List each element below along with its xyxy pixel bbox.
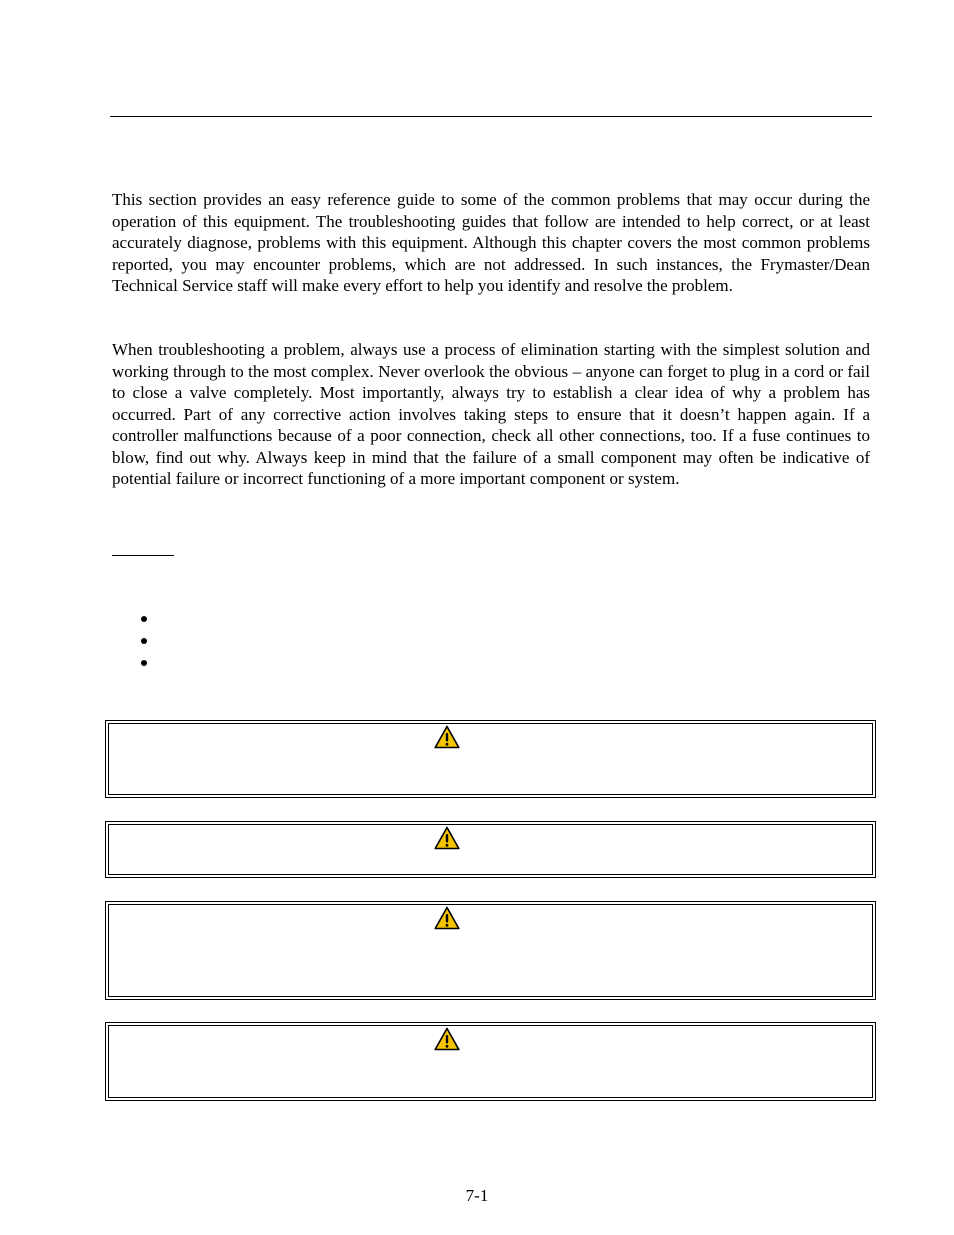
section-heading-underline xyxy=(112,555,174,556)
warning-triangle-icon xyxy=(434,826,460,850)
warning-triangle-icon xyxy=(434,725,460,749)
warning-box-2 xyxy=(105,821,876,878)
header-rule xyxy=(110,116,872,117)
page-number: 7-1 xyxy=(465,1186,489,1205)
intro-paragraph-1: This section provides an easy reference guide to some of the common problems that may occur during the operation of this equipment. The troubleshooting guides that follow are intended to help correct, or at least accurately diagnose, problems with this equipment. Although this chapter covers the most common problems reported, you may encounter problems, which are not addressed. In such instances, the Frymaster/Dean Technical Service staff will make every effort to help you identify and resolve the problem. xyxy=(112,190,870,295)
warning-triangle-icon xyxy=(434,906,460,930)
warning-box-4 xyxy=(105,1022,876,1101)
warning-triangle-icon xyxy=(434,1027,460,1051)
warning-box-3 xyxy=(105,901,876,1000)
intro-paragraph-2: When troubleshooting a problem, always use a process of elimination starting with the simplest solution and working through to the most complex. Never overlook the obvious – anyone can forget to plug in a cord or fail to close a valve completely. Most importantly, always try to establish a clear idea of why a problem has occurred. Part of any corrective action involves taking steps to ensure that it doesn’t happen again. If a controller malfunctions because of a poor connection, check all other connections, too. If a fuse continues to blow, find out why. Always keep in mind that the failure of a small component may often be indicative of potential failure or incorrect functioning of a more important component or system. xyxy=(112,340,870,488)
warning-box-1 xyxy=(105,720,876,798)
